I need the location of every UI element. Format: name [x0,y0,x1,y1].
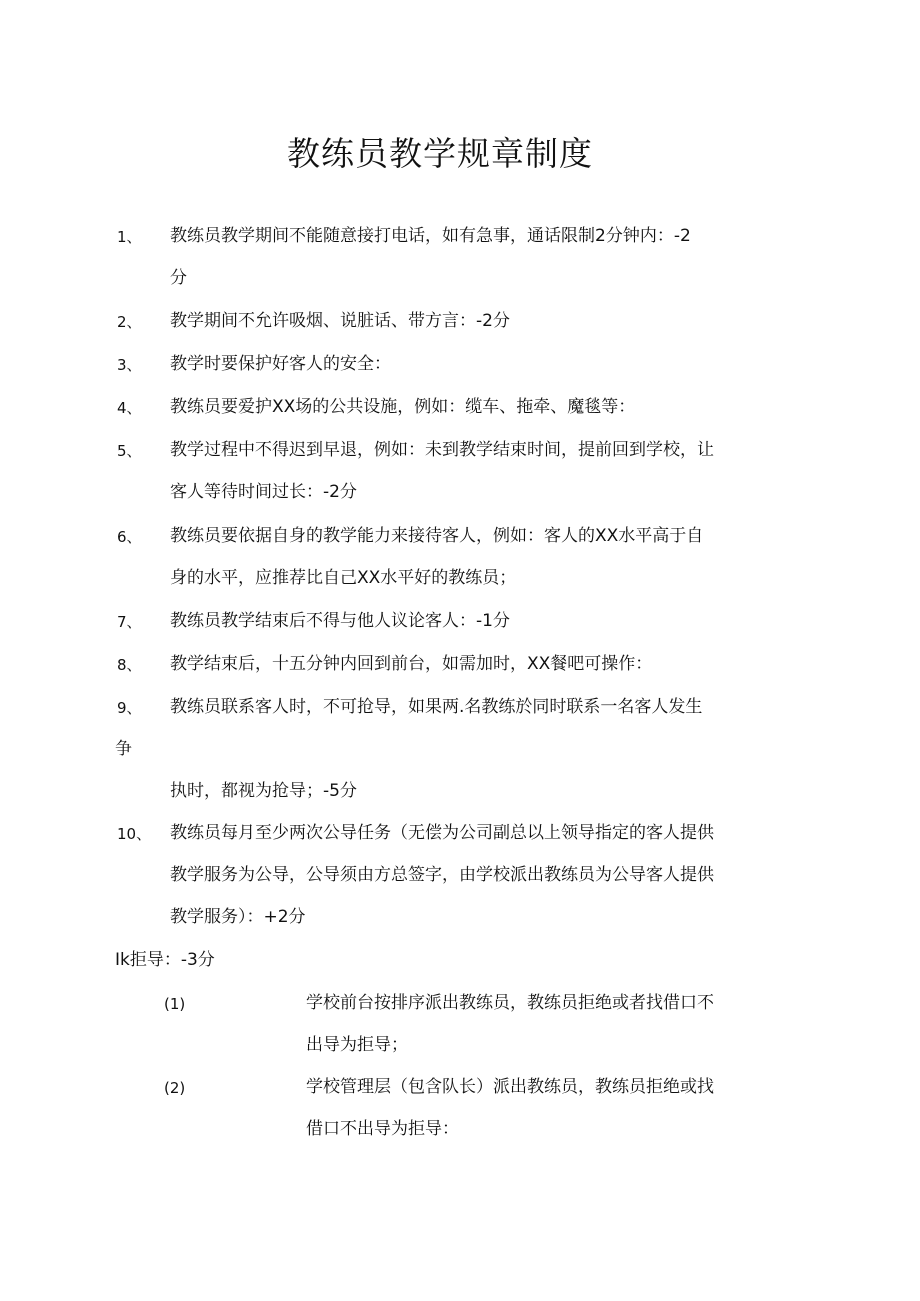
item-text-line: 教练员联系客人时，不可抢导，如果两.名教练於同时联系一名客人发生 [170,697,703,717]
document-title: 教练员教学规章制度 [287,134,593,173]
item-number: 7、 [117,613,142,631]
item-text-line: 分 [170,268,187,288]
item-text-line: 教练员教学期间不能随意接打电话，如有急事，通话限制2分钟内：-2 [170,226,691,246]
item-number: 9、 [117,699,142,717]
item-text-line: 教学过程中不得迟到早退，例如：未到教学结束时间，提前回到学校，让 [170,440,714,460]
sub-item-text-line: 借口不出导为拒导： [306,1119,459,1139]
item-number: 1、 [117,228,142,246]
item-text-line: 教练员要依据自身的教学能力来接待客人，例如：客人的XX水平高于自 [170,526,704,546]
item-number: 6、 [117,528,142,546]
item-text-line: 教学服务为公导，公导须由方总签字，由学校派出教练员为公导客人提供 [170,865,714,885]
item-text-line: 教练员要爱护XX场的公共设施，例如：缆车、拖牵、魔毯等： [170,397,636,417]
item-number: 2、 [117,313,142,331]
item-11-heading: Ik拒导：-3分 [115,950,215,970]
item-number: 8、 [117,656,142,674]
item-text-line: 身的水平，应推荐比自己XX水平好的教练员； [170,568,517,588]
item-number: 10、 [117,825,152,843]
item-text-line: 教学期间不允许吸烟、说脏话、带方言：-2分 [170,311,510,331]
item-text-line: 执时，都视为抢导；-5分 [170,781,357,801]
item-text-line: 教学结束后，十五分钟内回到前台，如需加时，XX餐吧可操作： [170,654,653,674]
item-number: 3、 [117,356,142,374]
sub-item-text-line: 学校前台按排序派出教练员，教练员拒绝或者找借口不 [306,993,714,1013]
sub-item-number: (1) [164,995,186,1013]
item-text-line: 教学服务）：+2分 [170,907,306,927]
item-text-line: 教学时要保护好客人的安全： [170,354,391,374]
item-number: 5、 [117,442,142,460]
item-text-line: 争 [115,739,132,759]
item-number: 4、 [117,399,142,417]
item-text-line: 教练员教学结束后不得与他人议论客人：-1分 [170,611,510,631]
item-text-line: 客人等待时间过长：-2分 [170,482,357,502]
sub-item-number: (2) [164,1079,186,1097]
sub-item-text-line: 学校管理层（包含队长）派出教练员，教练员拒绝或找 [306,1077,714,1097]
sub-item-text-line: 出导为拒导； [306,1035,408,1055]
item-text-line: 教练员每月至少两次公导任务（无偿为公司副总以上领导指定的客人提供 [170,823,714,843]
